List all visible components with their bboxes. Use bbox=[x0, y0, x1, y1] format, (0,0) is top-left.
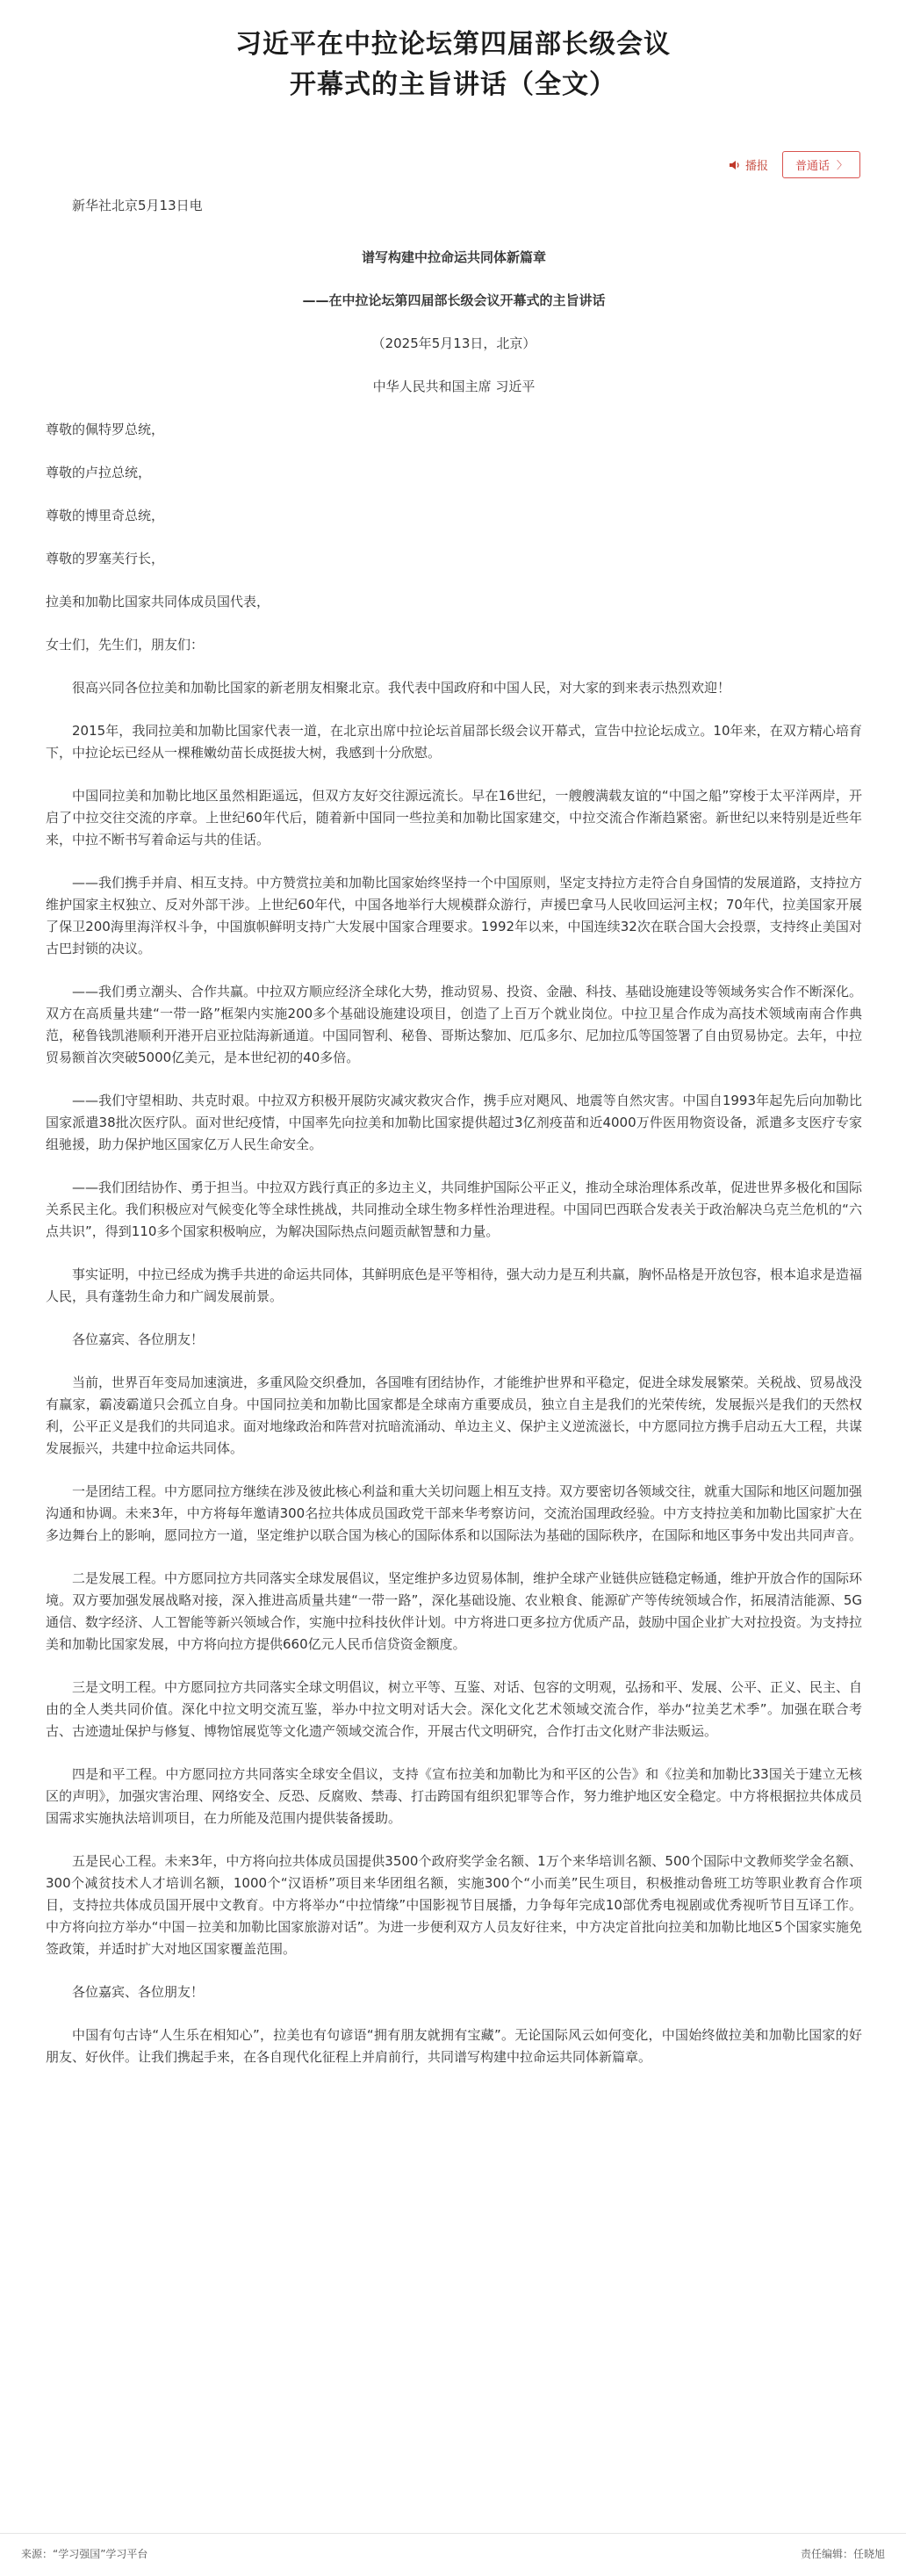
body-paragraph: ——我们携手并肩、相互支持。中方赞赏拉美和加勒比国家始终坚持一个中国原则，坚定支持拉方走符合自身国情的发展道路，支持拉方维护国家主权独立、反对外部干涉。上世纪60年代，中国各地举行大规模群众游行，声援巴拿马人民收回运河主权；70年代，拉美国家开展了保卫200海里海洋权斗争，中国旗帜鲜明支持广大发展中国家合理要求。1992年以来，中国连续32次在联合国大会投票，支持终止美国对古巴封锁的决议。 bbox=[46, 875, 863, 956]
dateline: 新华社北京5月13日电 bbox=[72, 198, 203, 213]
chevron-right-icon: 〉 bbox=[836, 159, 847, 171]
page-title-line-2: 开幕式的主旨讲话（全文） bbox=[290, 69, 616, 100]
body-paragraph: ——我们勇立潮头、合作共赢。中拉双方顺应经济全球化大势，推动贸易、投资、金融、科技、基础设施建设等领域务实合作不断深化。双方在高质量共建“一带一路”框架内实施200多个基础设施建设项目，创造了上百万个就业岗位。中拉卫星合作成为高技术领域南南合作典范，秘鲁钱凯港顺利开港开启亚拉陆海新通道。中国同智利、秘鲁、哥斯达黎加、厄瓜多尔、尼加拉瓜等国签署了自由贸易协定。去年，中拉贸易额首次突破5000亿美元，是本世纪初的40多倍。 bbox=[46, 984, 863, 1065]
body-paragraph: 二是发展工程。中方愿同拉方共同落实全球发展倡议，坚定维护多边贸易体制，维护全球产业链供应链稳定畅通，维护开放合作的国际环境。双方要加强发展战略对接，深入推进高质量共建“一带一路”，深化基础设施、农业粮食、能源矿产等传统领域合作，拓展清洁能源、5G通信、数字经济、人工智能等新兴领域合作，实施中拉科技伙伴计划。中方将进口更多拉方优质产品，鼓励中国企业扩大对拉投资。为支持拉美和加勒比国家发展，中方将向拉方提供660亿元人民币信贷资金额度。 bbox=[46, 1570, 863, 1652]
body-paragraph: ——我们团结协作、勇于担当。中拉双方践行真正的多边主义，共同维护国际公平正义，推动全球治理体系改革，促进世界多极化和国际关系民主化。我们积极应对气候变化等全球性挑战，共同推动全球生物多样性治理进程。中国同巴西联合发表关于政治解决乌克兰危机的“六点共识”，得到110多个国家积极响应，为解决国际热点问题贡献智慧和力量。 bbox=[46, 1180, 863, 1239]
body-paragraph: 一是团结工程。中方愿同拉方继续在涉及彼此核心利益和重大关切问题上相互支持。双方要密切各领域交往，就重大国际和地区问题加强沟通和协调。未来3年，中方将每年邀请300名拉共体成员国政党干部来华考察访问，交流治国理政经验。中方支持拉美和加勒比国家扩大在多边舞台上的影响，愿同拉方一道，坚定维护以联合国为核心的国际体系和以国际法为基础的国际秩序，在国际和地区事务中发出共同声音。 bbox=[46, 1483, 863, 1543]
speaker-icon bbox=[729, 160, 741, 170]
source-credit: 来源：“学习强国”学习平台 bbox=[21, 2548, 148, 2560]
audio-toolbar bbox=[729, 151, 860, 178]
broadcast-label: 播报 bbox=[744, 160, 768, 173]
body-paragraph: 事实证明，中拉已经成为携手共进的命运共同体，其鲜明底色是平等相待，强大动力是互利共赢，胸怀品格是开放包容，根本追求是造福人民，具有蓬勃生命力和广阔发展前景。 bbox=[46, 1266, 863, 1304]
speech-subheading: ——在中拉论坛第四届部长级会议开幕式的主旨讲话 bbox=[302, 292, 606, 308]
salutation: 尊敬的博里奇总统， bbox=[46, 508, 165, 523]
body-paragraph: 五是民心工程。未来3年，中方将向拉共体成员国提供3500个政府奖学金名额、1万个来华培训名额、500个国际中文教师奖学金名额、300个减贫技术人才培训名额，1000个“汉语桥”项目来华团组名额，实施300个“小而美”民生项目，积极推动鲁班工坊等职业教育合作项目，支持拉共体成员国开展中文教育。中方将举办“中拉情缘”中国影视节目展播，力争每年完成10部优秀电视剧或优秀视听节目互译工作。中方将向拉方举办“中国－拉美和加勒比国家旅游对话”。为进一步便利双方人员友好往来，中方决定首批向拉美和加勒比地区5个国家实施免签政策，并适时扩大对地区国家覆盖范围。 bbox=[46, 1853, 862, 1957]
body-paragraph: 当前，世界百年变局加速演进，多重风险交织叠加，各国唯有团结协作，才能维护世界和平稳定，促进全球发展繁荣。关税战、贸易战没有赢家，霸凌霸道只会孤立自身。中国同拉美和加勒比国家都是全球南方重要成员，独立自主是我们的光荣传统，发展振兴是我们的天然权利，公平正义是我们的共同追求。面对地缘政治和阵营对抗暗流涌动、单边主义、保护主义逆流滋长，中方愿同拉方携手启动五大工程，共谋发展振兴，共建中拉命运共同体。 bbox=[46, 1375, 863, 1456]
title-block bbox=[0, 25, 906, 105]
speech-date: （2025年5月13日，北京） bbox=[371, 336, 536, 351]
language-mode-label: 普通话 bbox=[795, 160, 830, 173]
speech-speaker: 中华人民共和国主席 习近平 bbox=[372, 379, 536, 394]
speech-heading: 谱写构建中拉命运共同体新篇章 bbox=[361, 249, 546, 265]
body-paragraph: 中国同拉美和加勒比地区虽然相距遥远，但双方友好交往源远流长。早在16世纪，一艘艘满载友谊的“中国之船”穿梭于太平洋两岸，开启了中拉交往交流的序章。上世纪60年代后，随着新中国同一些拉美和加勒比国家建交，中拉交流合作渐趋紧密。新世纪以来特别是近些年来，中拉不断书写着命运与共的佳话。 bbox=[46, 788, 862, 848]
section-salutation: 各位嘉宾、各位朋友！ bbox=[72, 1984, 205, 2000]
salutation: 尊敬的佩特罗总统， bbox=[46, 422, 165, 437]
body-paragraph: 四是和平工程。中方愿同拉方共同落实全球安全倡议，支持《宣布拉美和加勒比为和平区的公告》和《拉美和加勒比33国关于建立无核区的声明》，加强灾害治理、网络安全、反恐、反腐败、禁毒、打击跨国有组织犯罪等合作，努力维护地区安全稳定。中方将根据拉共体成员国需求实施执法培训项目，在力所能及范围内提供装备援助。 bbox=[46, 1766, 862, 1826]
body-paragraph: ——我们守望相助、共克时艰。中拉双方积极开展防灾减灾救灾合作，携手应对飓风、地震等自然灾害。中国自1993年起先后向加勒比国家派遣38批次医疗队。面对世纪疫情，中国率先向拉美和加勒比国家提供超过3亿剂疫苗和近4000万件医用物资设备，派遣多支医疗专家组驰援，助力保护地区国家亿万人民生命安全。 bbox=[46, 1093, 862, 1152]
salutation: 女士们，先生们，朋友们： bbox=[46, 637, 205, 653]
salutation: 拉美和加勒比国家共同体成员国代表， bbox=[46, 594, 270, 610]
page-title-line-1: 习近平在中拉论坛第四届部长级会议 bbox=[235, 29, 671, 60]
editor-credit: 责任编辑：任晓旭 bbox=[800, 2548, 885, 2560]
section-salutation: 各位嘉宾、各位朋友！ bbox=[72, 1331, 205, 1347]
salutation: 尊敬的卢拉总统， bbox=[46, 465, 152, 480]
body-paragraph: 三是文明工程。中方愿同拉方共同落实全球文明倡议，树立平等、互鉴、对话、包容的文明观，弘扬和平、发展、公平、正义、民主、自由的全人类共同价值。深化中拉文明交流互鉴，举办中拉文明对话大会。深化文化艺术领域交流合作，举办“拉美艺术季”。加强在联合考古、古迹遗址保护与修复、博物馆展览等文化遗产领域交流合作，开展古代文明研究，合作打击文化财产非法贩运。 bbox=[46, 1679, 863, 1739]
body-paragraph: 2015年，我同拉美和加勒比国家代表一道，在北京出席中拉论坛首届部长级会议开幕式，宣告中拉论坛成立。10年来，在双方精心培育下，中拉论坛已经从一棵稚嫩幼苗长成挺拔大树，我感到十分欣慰。 bbox=[46, 723, 862, 761]
body-paragraph: 中国有句古诗“人生乐在相知心”，拉美也有句谚语“拥有朋友就拥有宝藏”。无论国际风云如何变化，中国始终做拉美和加勒比国家的好朋友、好伙伴。让我们携起手来，在各自现代化征程上并肩前行，共同谱写构建中拉命运共同体新篇章。 bbox=[46, 2027, 862, 2065]
article-footer bbox=[0, 2533, 906, 2576]
salutation: 尊敬的罗塞芙行长， bbox=[46, 551, 165, 566]
body-paragraph: 很高兴同各位拉美和加勒比国家的新老朋友相聚北京。我代表中国政府和中国人民，对大家的到来表示热烈欢迎！ bbox=[72, 680, 731, 696]
language-mode-select[interactable] bbox=[782, 151, 860, 178]
broadcast-button[interactable] bbox=[729, 156, 768, 173]
article-body bbox=[46, 195, 862, 2089]
